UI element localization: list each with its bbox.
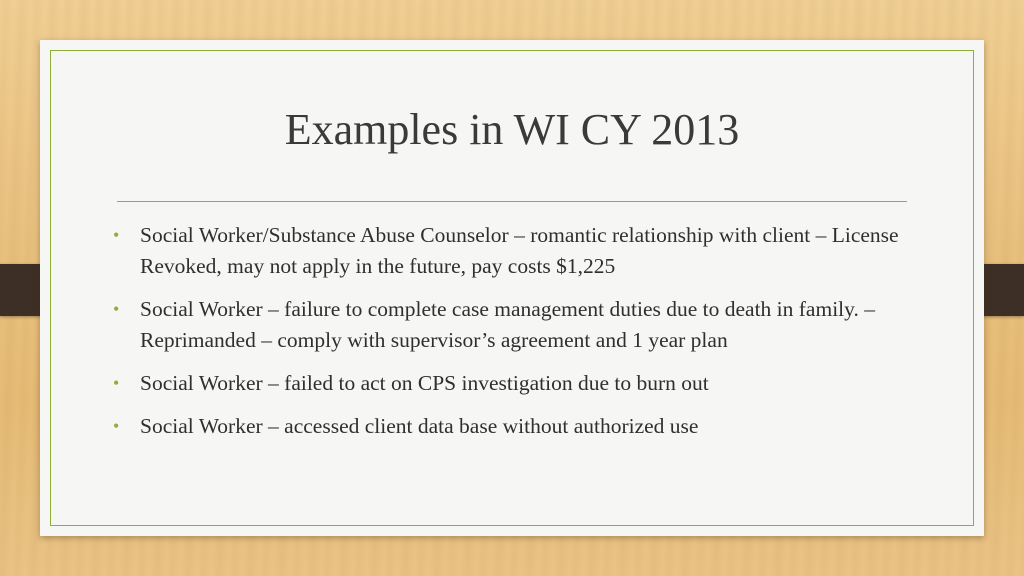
bullet-text: Social Worker – failure to complete case management duties due to death in family. – Reprimanded – comply with supervisor’s agreement and 1 year plan: [140, 297, 875, 352]
bullet-dot-icon: •: [113, 416, 120, 436]
bullet-text: Social Worker – accessed client data base without authorized use: [140, 414, 699, 438]
bullet-dot-icon: •: [113, 225, 120, 245]
slide-paper: [40, 40, 984, 536]
bullet-text: Social Worker/Substance Abuse Counselor – romantic relationship with client – License Revoked, may not apply in the future, pay costs $1,225: [140, 223, 899, 278]
title-divider: [117, 201, 907, 202]
bullet-dot-icon: •: [113, 373, 120, 393]
bullet-dot-icon: •: [113, 299, 120, 319]
bullet-item: [110, 220, 910, 282]
bullet-list: [110, 220, 910, 454]
bullet-text: Social Worker – failed to act on CPS investigation due to burn out: [140, 371, 709, 395]
bullet-item: [110, 368, 910, 399]
bullet-item: [110, 411, 910, 442]
slide-title: Examples in WI CY 2013: [284, 105, 740, 154]
bullet-item: [110, 294, 910, 356]
